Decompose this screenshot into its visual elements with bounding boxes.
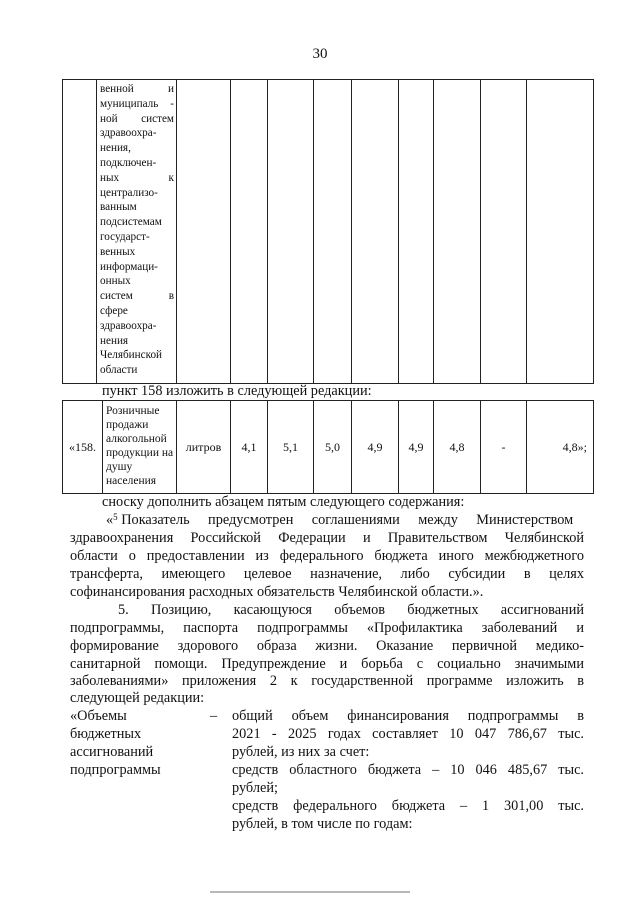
- open-quote: «: [106, 512, 114, 528]
- description-line: нения,: [100, 142, 131, 155]
- value-cell: 4,1: [231, 401, 268, 494]
- budget-label-line: «Объемы: [70, 708, 127, 724]
- item5-line: 5. Позицию, касающуюся объемов бюджетных ассигнований: [118, 602, 584, 618]
- item5-line: санитарной помощи. Предупреждение и борьба с социально значимыми: [70, 656, 584, 672]
- description-line: информаци-: [100, 260, 158, 273]
- budget-value-line: средств областного бюджета – 10 046 485,67 тыс.: [232, 762, 584, 778]
- page-number: 30: [312, 46, 328, 62]
- value-cell: [314, 80, 352, 384]
- budget-label-line: подпрограммы: [70, 762, 161, 778]
- value-cell: [481, 80, 527, 384]
- description-line: ных к: [100, 171, 174, 184]
- description-line: подсистемам: [100, 216, 162, 229]
- indicator-line: алкогольной: [106, 433, 167, 445]
- indicator-line: душу: [106, 461, 133, 473]
- description-line: муниципаль -: [100, 97, 174, 110]
- footnote-line: Показатель предусмотрен соглашениями между Министерством: [121, 512, 574, 528]
- indicator-description-cell: [97, 80, 177, 384]
- description-line: Челябинской: [100, 349, 163, 362]
- budget-value-line: средств федерального бюджета – 1 301,00 тыс.: [232, 798, 584, 814]
- description-line: здравоохра-: [100, 319, 157, 332]
- footnote-line: трансферта, имеющего целевое назначение, либо субсидии в целях: [70, 566, 584, 582]
- description-line: централизо-: [100, 186, 158, 199]
- value-cell: [231, 80, 268, 384]
- budget-label-line: бюджетных: [70, 726, 142, 742]
- value-cell: [527, 80, 594, 384]
- budget-value-line: 2021 - 2025 годах составляет 10 047 786,67 тыс.: [232, 726, 584, 742]
- budget-value-line: общий объем финансирования подпрограммы в: [232, 708, 584, 724]
- unit-cell: [177, 80, 231, 384]
- item5-line: подпрограммы, паспорта подпрограммы «Профилактика заболеваний и: [70, 620, 584, 636]
- footnote-line: здравоохранения Российской Федерации и Правительством Челябинской: [70, 530, 584, 546]
- description-line: онных: [100, 275, 131, 288]
- number-cell: [63, 80, 97, 384]
- description-line: здравоохра-: [100, 127, 157, 140]
- description-line: систем в: [100, 290, 174, 303]
- value-cell: 4,8: [434, 401, 481, 494]
- indicator-name-cell: [103, 401, 177, 494]
- budget-value-line: рублей, из них за счет:: [232, 744, 370, 760]
- description-line: ной систем: [100, 112, 174, 125]
- value-cell: [352, 80, 399, 384]
- budget-label-line: ассигнований: [70, 744, 154, 760]
- footnote-line: области о предоставлении из федерального бюджета иного межбюджетного: [70, 548, 584, 564]
- footnote-mark: 5: [113, 512, 118, 522]
- unit-cell: литров: [177, 401, 231, 494]
- item5-line: заболеваниями» приложения 2 к государственной программе изложить в: [70, 673, 584, 689]
- description-line: венной и: [100, 83, 174, 95]
- description-line: нения: [100, 334, 129, 347]
- budget-value-line: рублей;: [232, 780, 278, 796]
- value-cell: -: [481, 401, 527, 494]
- indicator-line: населения: [106, 475, 157, 487]
- budget-dash: –: [210, 708, 218, 724]
- indicators-table-continuation: [62, 79, 594, 384]
- value-cell: [399, 80, 434, 384]
- indicator-line: продажи: [106, 419, 149, 431]
- item5-line: следующей редакции:: [70, 690, 205, 706]
- description-line: сфере: [100, 304, 128, 317]
- value-cell: [268, 80, 314, 384]
- value-cell: 5,1: [268, 401, 314, 494]
- item5-line: формирование здорового образа жизни. Оказание первичной медико-: [70, 638, 584, 654]
- footnote-intro: сноску дополнить абзацем пятым следующего содержания:: [102, 494, 465, 510]
- indicator-line: продукции на: [106, 447, 174, 459]
- indicators-table-row-158: [62, 400, 594, 494]
- value-cell: 5,0: [314, 401, 352, 494]
- value-cell: [434, 80, 481, 384]
- description-line: подключен-: [100, 156, 157, 169]
- value-cell: 4,9: [352, 401, 399, 494]
- description-line: венных: [100, 245, 136, 258]
- value-cell: 4,9: [399, 401, 434, 494]
- footnote-line: софинансирования расходных обязательств Челябинской области.».: [70, 584, 484, 600]
- scan-edge-mark: [210, 891, 410, 893]
- description-line: государст-: [100, 230, 150, 243]
- instruction-158: пункт 158 изложить в следующей редакции:: [102, 383, 372, 399]
- indicator-line: Розничные: [106, 405, 160, 417]
- description-line: области: [100, 364, 138, 377]
- description-line: ванным: [100, 201, 137, 214]
- row-number-cell: «158.: [63, 401, 103, 494]
- budget-value-line: рублей, в том числе по годам:: [232, 816, 413, 832]
- footnote-first-line: [106, 512, 584, 529]
- value-cell: 4,8»;: [527, 401, 594, 494]
